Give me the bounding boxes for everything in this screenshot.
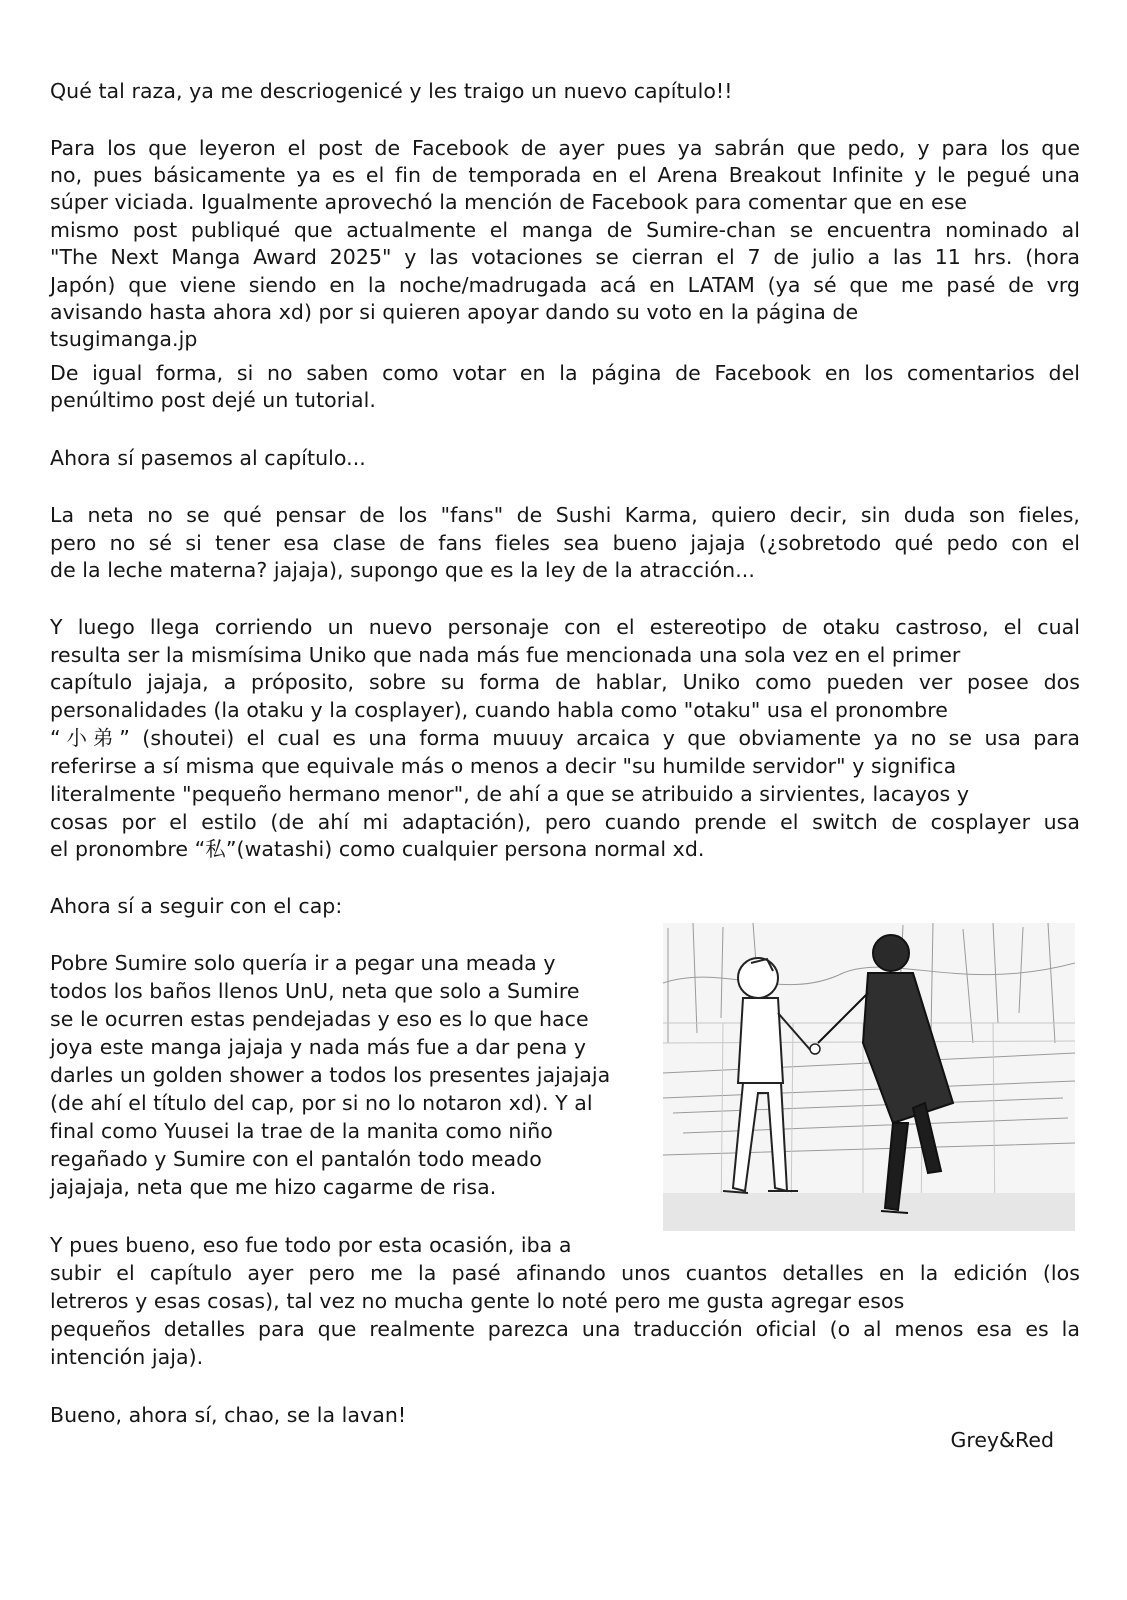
note-line: regañado y Sumire con el pantalón todo meado <box>50 1147 542 1171</box>
note-line: "The Next Manga Award 2025" y las votaciones se cierran el 7 de julio a las 11 hrs. (hora <box>50 245 1080 269</box>
note-line: mismo post publiqué que actualmente el manga de Sumire-chan se encuentra nominado al <box>50 218 1080 242</box>
note-line: final como Yuusei la trae de la manita como niño <box>50 1119 553 1143</box>
note-line: (de ahí el título del cap, por si no lo notaron xd). Y al <box>50 1091 593 1115</box>
note-line: resulta ser la mismísima Uniko que nada más fue mencionada una sola vez en el primer <box>50 643 961 667</box>
note-line: tsugimanga.jp <box>50 327 198 351</box>
note-line: Y pues bueno, eso fue todo por esta ocasión, iba a <box>50 1233 572 1257</box>
note-line: Qué tal raza, ya me descriogenicé y les traigo un nuevo capítulo!! <box>50 79 733 103</box>
note-line: Pobre Sumire solo quería ir a pegar una meada y <box>50 951 556 975</box>
note-line: Japón) que viene siendo en la noche/madrugada acá en LATAM (ya sé que me pasé de vrg <box>50 273 1080 297</box>
note-line: de la leche materna? jajaja), supongo que es la ley de la atracción... <box>50 558 755 582</box>
note-line: se le ocurren estas pendejadas y eso es lo que hace <box>50 1007 589 1031</box>
note-line: letreros y esas cosas), tal vez no mucha gente lo noté pero me gusta agregar esos <box>50 1289 905 1313</box>
manga-panel-image <box>663 923 1075 1231</box>
note-line: darles un golden shower a todos los presentes jajajaja <box>50 1063 611 1087</box>
note-line: Bueno, ahora sí, chao, se la lavan! <box>50 1403 407 1427</box>
note-line: De igual forma, si no saben como votar en la página de Facebook en los comentarios del <box>50 361 1080 385</box>
note-line: el pronombre “私”(watashi) como cualquier persona normal xd. <box>50 837 705 861</box>
note-line: intención jaja). <box>50 1345 204 1369</box>
note-line: subir el capítulo ayer pero me la pasé afinando unos cuantos detalles en la edición (los <box>50 1261 1080 1285</box>
note-line: referirse a sí misma que equivale más o menos a decir "su humilde servidor" y significa <box>50 754 957 778</box>
note-line: literalmente "pequeño hermano menor", de ahí a que se atribuido a sirvientes, lacayos y <box>50 782 970 806</box>
signature: Grey&Red <box>950 1428 1054 1452</box>
note-line: Y luego llega corriendo un nuevo personaje con el estereotipo de otaku castroso, el cual <box>50 615 1080 639</box>
note-line: pequeños detalles para que realmente parezca una traducción oficial (o al menos esa es la <box>50 1317 1080 1341</box>
note-line: La neta no se qué pensar de los "fans" de Sushi Karma, quiero decir, sin duda son fieles, <box>50 503 1080 527</box>
note-line: jajajaja, neta que me hizo cagarme de risa. <box>50 1175 497 1199</box>
note-line: penúltimo post dejé un tutorial. <box>50 388 376 412</box>
note-line: joya este manga jajaja y nada más fue a dar pena y <box>50 1035 587 1059</box>
note-line: Para los que leyeron el post de Facebook de ayer pues ya sabrán que pedo, y para los que <box>50 136 1080 160</box>
note-line: cosas por el estilo (de ahí mi adaptación), pero cuando prende el switch de cosplayer usa <box>50 810 1080 834</box>
note-line: avisando hasta ahora xd) por si quieren apoyar dando su voto en la página de <box>50 300 859 324</box>
note-line: todos los baños llenos UnU, neta que solo a Sumire <box>50 979 580 1003</box>
note-line: capítulo jajaja, a próposito, sobre su forma de hablar, Uniko como pueden ver posee dos <box>50 670 1080 694</box>
note-line: no, pues básicamente ya es el fin de temporada en el Arena Breakout Infinite y le pegué una <box>50 163 1080 187</box>
note-line: Ahora sí pasemos al capítulo... <box>50 446 366 470</box>
note-line: Ahora sí a seguir con el cap: <box>50 894 343 918</box>
note-line: súper viciada. Igualmente aprovechó la mención de Facebook para comentar que en ese <box>50 190 968 214</box>
note-line: personalidades (la otaku y la cosplayer), cuando habla como "otaku" usa el pronombre <box>50 698 948 722</box>
note-line: pero no sé si tener esa clase de fans fieles sea bueno jajaja (¿sobretodo qué pedo con el <box>50 531 1080 555</box>
note-line: “小弟” (shoutei) el cual es una forma muuuy arcaica y que obviamente ya no se usa para <box>50 726 1080 750</box>
